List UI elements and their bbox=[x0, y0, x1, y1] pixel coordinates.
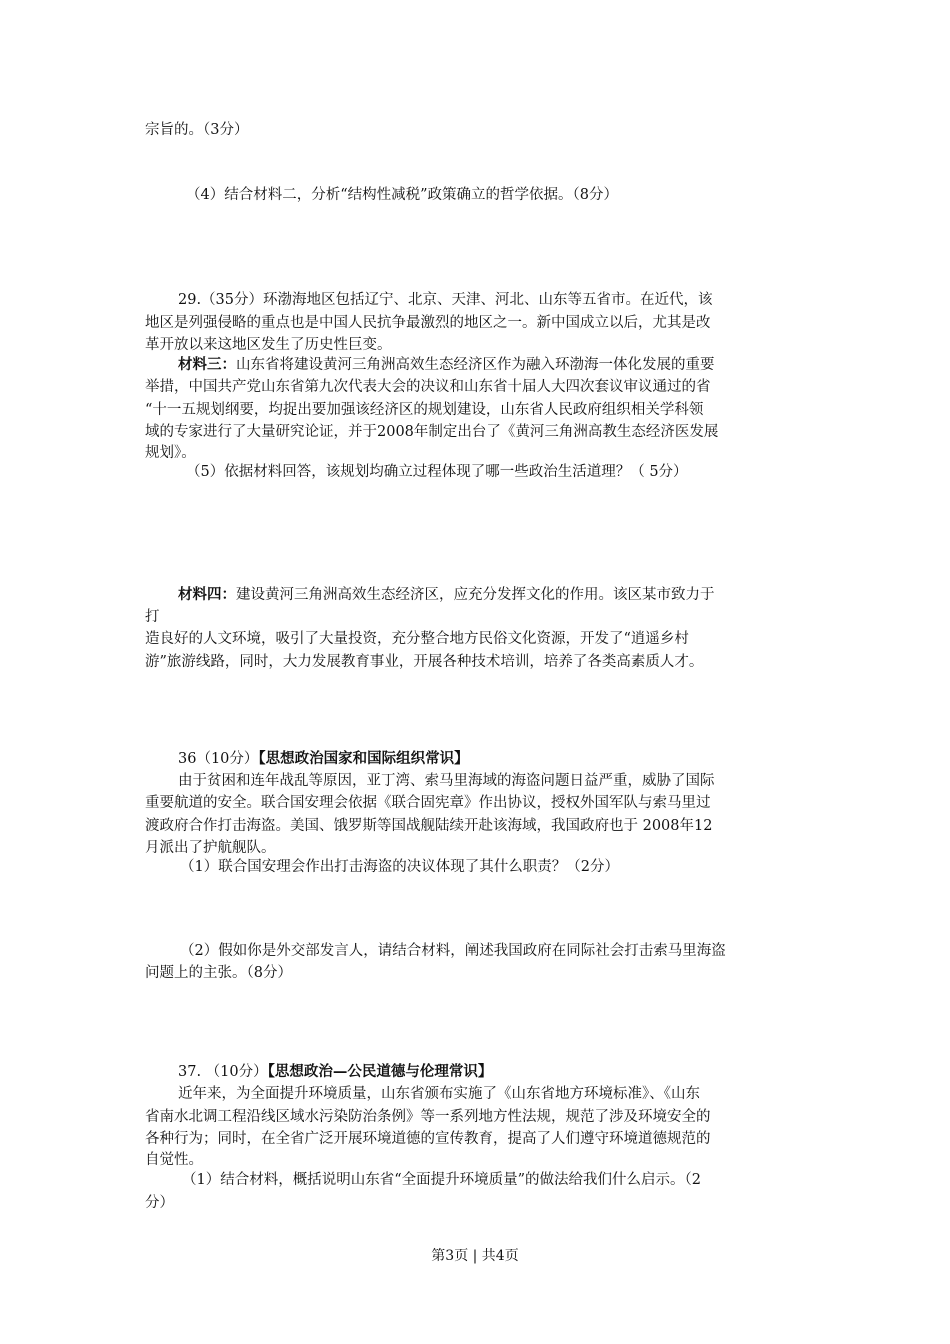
text-line: 省南水北调工程沿线区域水污染防治条例》等一系列地方性法规，规范了涉及环境安全的 bbox=[145, 1109, 711, 1125]
question-37-1: （1）结合材料，概括说明山东省“全面提升环境质量”的做法给我们什么启示。（2 bbox=[182, 1172, 702, 1188]
text-line: “十一五规划纲要，均捉出要加强该经济区的规划建设，山东省人民政府组织相关学科领 bbox=[145, 402, 704, 418]
text-line: 打 bbox=[145, 609, 160, 625]
text-line: 域的专家进行了大量研究论证，并于2008年制定出台了《黄河三角洲高教生态经济医发展 bbox=[145, 424, 719, 440]
text-line: 各种行为；同时，在全省广泛开展环境道德的宣传教育，提高了人们遵守环境道德规范的 bbox=[145, 1131, 711, 1147]
material-3-label: 材料三： bbox=[178, 356, 236, 373]
material-4-text: 建设黄河三角洲高效生态经济区，应充分发挥文化的作用。该区某市致力于 bbox=[236, 587, 715, 603]
material-4 bbox=[178, 584, 715, 606]
text-line: 举措，中国共产党山东省第九次代表大会的决议和山东省十届人大四次套议审议通过的省 bbox=[145, 379, 711, 395]
question-36-2: （2）假如你是外交部发言人，请结合材料，阐述我国政府在同际社会打击索马里海盗 bbox=[180, 943, 726, 959]
text-line: 游”旅游线路，同时，大力发展教育事业，开展各种技术培训，培养了各类高素质人才。 bbox=[145, 654, 704, 670]
text-line: 渡政府合作打击海盗。美国、饿罗斯等国战舰陆续开赴该海域，我国政府也于 2008年12 bbox=[145, 818, 713, 834]
question-37-heading bbox=[178, 1061, 492, 1083]
text-line: 规划》。 bbox=[145, 445, 196, 461]
text-line: 问题上的主张。（8分） bbox=[145, 965, 292, 981]
text-line: 重要航道的安全。联合国安理会依据《联合固宪章》作出协议，授权外国军队与索马里过 bbox=[145, 795, 711, 811]
text-line: 自觉性。 bbox=[145, 1152, 203, 1168]
question-36-number: 36（10分） bbox=[178, 751, 259, 767]
material-3-text: 山东省将建设黄河三角洲高效生态经济区作为融入环渤海一体化发展的重要 bbox=[236, 357, 715, 373]
question-36-topic: 【思想政治国家和国际组织常识】 bbox=[258, 750, 469, 767]
text-line: 月派出了护航舰队。 bbox=[145, 840, 276, 856]
question-36-heading bbox=[178, 748, 469, 770]
page-footer: 第3页 | 共4页 bbox=[431, 1248, 519, 1264]
text-line: 地区是列强侵略的重点也是中国人民抗争最激烈的地区之一。新中国成立以后，尤其是改 bbox=[145, 315, 711, 331]
question-36-1: （1）联合国安理会作出打击海盗的决议体现了其什么职责？（2分） bbox=[180, 859, 619, 875]
question-37-topic: 【思想政治—公民道德与伦理常识】 bbox=[267, 1063, 493, 1080]
text-line: 分） bbox=[145, 1195, 174, 1211]
question-5: （5）依据材料回答，该规划均确立过程体现了哪一些政治生活道理？（ 5分） bbox=[186, 464, 688, 480]
text-line: 宗旨的。（3分） bbox=[145, 122, 249, 138]
question-4: （4）结合材料二，分析“结构性减税”政策确立的哲学依据。（8分） bbox=[186, 187, 619, 203]
text-line: 造良好的人文环境，吸引了大量投资，充分整合地方民俗文化资源，开发了“逍遥乡村 bbox=[145, 631, 689, 647]
material-4-label: 材料四： bbox=[178, 586, 236, 603]
material-3 bbox=[178, 354, 715, 376]
text-line: 由于贫困和连年战乱等原因，亚丁湾、索马里海域的海盗问题日益严重，威胁了国际 bbox=[178, 773, 715, 789]
question-37-number: 37. （10分） bbox=[178, 1064, 268, 1080]
question-29-intro: 29.（35分）环渤海地区包括辽宁、北京、天津、河北、山东等五省市。在近代，该 bbox=[178, 292, 713, 308]
text-line: 近年来，为全面提升环境质量，山东省颁布实施了《山东省地方环境标准》、《山东 bbox=[178, 1086, 700, 1102]
text-line: 革开放以来这地区发生了历史性巨变。 bbox=[145, 337, 392, 353]
